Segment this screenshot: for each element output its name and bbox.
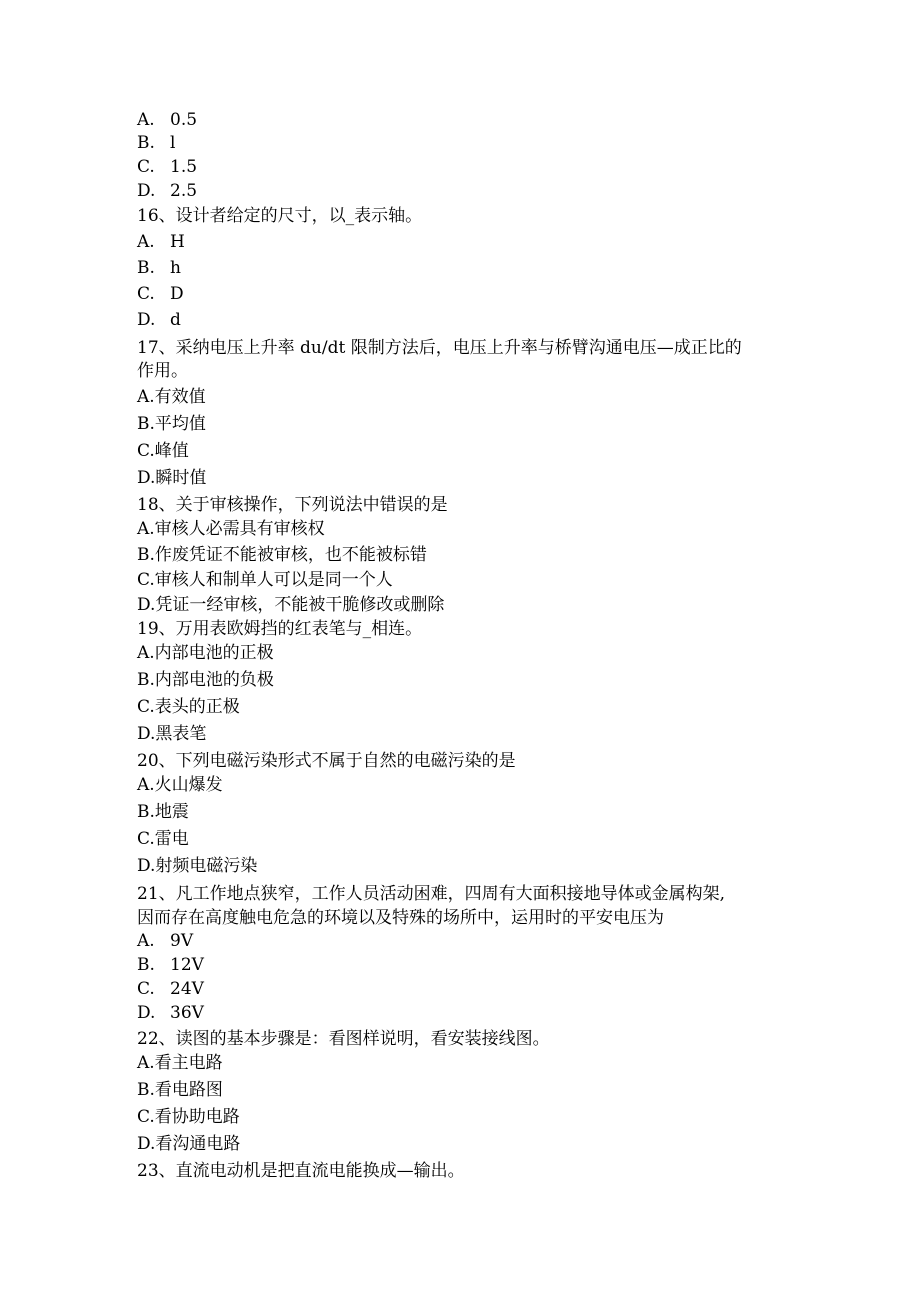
q17-question-line2: 作用。 xyxy=(137,361,188,381)
q16-option-c: C. D xyxy=(137,284,184,304)
q17-option-c: C.峰值 xyxy=(137,441,189,461)
q18-option-c: C.审核人和制单人可以是同一个人 xyxy=(137,570,393,590)
q19-option-d: D.黑表笔 xyxy=(137,724,207,744)
q15-option-b: B. l xyxy=(137,133,176,153)
q21-question-line2: 因而存在高度触电危急的环境以及特殊的场所中，运用时的平安电压为 xyxy=(137,908,664,928)
q20-option-a: A.火山爆发 xyxy=(137,775,223,795)
q19-option-a: A.内部电池的正极 xyxy=(137,643,274,663)
q16-question: 16、设计者给定的尺寸，以_表示轴。 xyxy=(137,206,423,226)
q21-option-d: D. 36V xyxy=(137,1003,204,1023)
q22-option-a: A.看主电路 xyxy=(137,1053,223,1073)
q16-option-a: A. H xyxy=(137,232,185,252)
q16-option-d: D. d xyxy=(137,310,181,330)
q18-question: 18、关于审核操作，下列说法中错误的是 xyxy=(137,495,448,515)
q20-option-b: B.地震 xyxy=(137,802,189,822)
q19-option-c: C.表头的正极 xyxy=(137,697,240,717)
q20-option-d: D.射频电磁污染 xyxy=(137,856,258,876)
q17-option-b: B.平均值 xyxy=(137,414,206,434)
q20-question: 20、下列电磁污染形式不属于自然的电磁污染的是 xyxy=(137,751,516,771)
q19-option-b: B.内部电池的负极 xyxy=(137,670,274,690)
q17-option-a: A.有效值 xyxy=(137,387,206,407)
q19-question: 19、万用表欧姆挡的红表笔与_相连。 xyxy=(137,619,423,639)
q16-option-b: B. h xyxy=(137,258,181,278)
q21-question-line1: 21、凡工作地点狭窄，工作人员活动困难，四周有大面积接地导体或金属构架, xyxy=(137,884,726,904)
q17-question-line1: 17、采纳电压上升率 du/dt 限制方法后，电压上升率与桥臂沟通电压—成正比的 xyxy=(137,338,742,358)
q15-option-d: D. 2.5 xyxy=(137,181,198,201)
q21-option-b: B. 12V xyxy=(137,955,204,975)
q18-option-a: A.审核人必需具有审核权 xyxy=(137,519,325,539)
q15-option-a: A. 0.5 xyxy=(137,110,198,130)
q23-question: 23、直流电动机是把直流电能换成—输出。 xyxy=(137,1161,465,1181)
q22-option-c: C.看协助电路 xyxy=(137,1107,240,1127)
q21-option-c: C. 24V xyxy=(137,979,204,999)
q20-option-c: C.雷电 xyxy=(137,829,189,849)
q21-option-a: A. 9V xyxy=(137,931,194,951)
q15-option-c: C. 1.5 xyxy=(137,157,198,177)
q22-option-d: D.看沟通电路 xyxy=(137,1134,241,1154)
q22-question: 22、读图的基本步骤是：看图样说明，看安装接线图。 xyxy=(137,1029,550,1049)
q17-option-d: D.瞬时值 xyxy=(137,468,207,488)
q18-option-d: D.凭证一经审核，不能被干脆修改或删除 xyxy=(137,595,445,615)
q22-option-b: B.看电路图 xyxy=(137,1080,223,1100)
q18-option-b: B.作废凭证不能被审核，也不能被标错 xyxy=(137,545,427,565)
